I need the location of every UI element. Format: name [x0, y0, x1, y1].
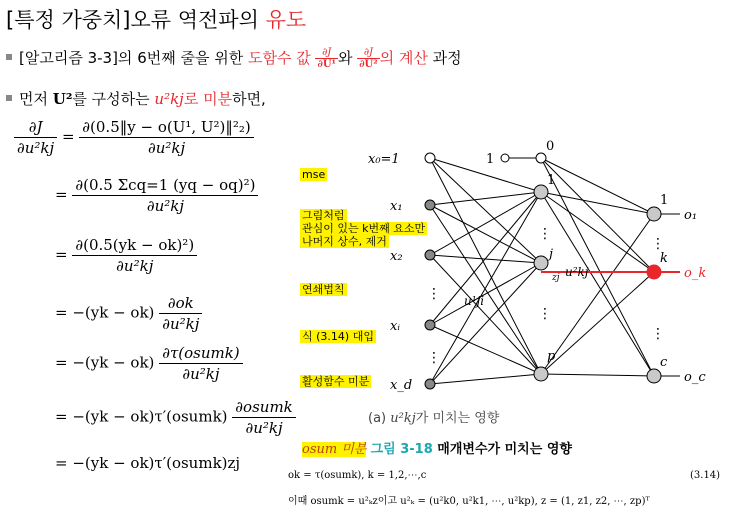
hidden-node: [534, 367, 548, 381]
annotation-chain-rule: 연쇄법칙: [302, 283, 345, 296]
equation-3-14: ok = τ(osumk), k = 1,2,⋯,c: [288, 470, 427, 481]
network-diagram: [360, 140, 710, 400]
equation-number: (3.14): [690, 470, 721, 481]
output-label: o₁: [684, 208, 698, 223]
bullet-2: 먼저 U²를 구성하는 u²kj로 미분하면,: [6, 88, 266, 109]
figure-caption: osum 미분 그림 3-18 매개변수가 미치는 영향: [302, 442, 572, 457]
hidden-node: [534, 256, 548, 270]
annotation-substitute: 식 (3.14) 대입: [302, 330, 374, 343]
equation-line-1: $\frac{\partial J}{\text{∂u²kj}}$ = $\frac{\text{∂(0.5‖y − o(U¹, U²)‖²₂)}}{\text{∂u²kj}}$: [14, 118, 254, 157]
input-label: x₂: [390, 249, 403, 264]
hidden-node: [534, 185, 548, 199]
svg-text:⋮: ⋮: [538, 226, 552, 242]
input-node: [425, 320, 435, 330]
frac-dJ-dU2: $\frac{\partial J}{\text{∂U²}}$: [359, 47, 378, 70]
output-label: o_c: [684, 370, 706, 385]
bullet-marker: [6, 95, 12, 101]
equation-line-7: = −(yk − ok)τ′(osumk)zj: [55, 454, 241, 472]
equation-line-5: = −(yk − ok) $\frac{\text{∂τ(osumk)}}{\text{∂u²kj}}$: [55, 344, 243, 383]
input-label: x₀=1: [368, 152, 400, 167]
output-node-label: c: [660, 355, 668, 370]
input-node: [425, 250, 435, 260]
osum-highlight: osum 미분: [302, 442, 367, 457]
equation-line-6: = −(yk − ok)τ′(osumk) $\frac{\text{∂osumk}}{\text{∂u²kj}}$: [55, 398, 296, 437]
output-node-highlight: [647, 265, 661, 279]
equation-line-4: = −(yk − ok) $\frac{\partial ok}{\text{∂u²kj}}$: [55, 294, 202, 333]
output-node-label: 1: [660, 193, 669, 208]
hidden-nodes: [534, 153, 548, 381]
input-label: xᵢ: [390, 319, 400, 334]
output-nodes: [647, 207, 661, 383]
equation-where-clause: 이때 osumk = u²ₖz이고 u²ₖ = (u²k0, u²k1, ⋯, u²kp), z = (1, z1, z2, ⋯, zp)ᵀ: [288, 496, 650, 507]
equation-line-3: = $\frac{\text{∂(0.5(yk − ok)²)}}{\text{∂u²kj}}$: [55, 236, 197, 275]
svg-text:⋮: ⋮: [427, 286, 441, 302]
bullet-marker: [6, 54, 12, 60]
weight-label-u1: u¹ji: [464, 294, 485, 308]
annotation-activation-derivative: 활성함수 미분: [302, 375, 370, 388]
svg-text:⋮: ⋮: [427, 350, 441, 366]
input-label: x_d: [390, 378, 413, 393]
input-label: x₁: [390, 199, 403, 214]
hidden-label: 0: [546, 140, 555, 154]
z-label: zj: [552, 273, 560, 283]
annotation-mse: mse: [302, 168, 326, 181]
annotation-pick-1: 그림처럼: [302, 209, 345, 222]
output-node-label: k: [660, 251, 668, 266]
equation-line-2: = $\frac{\text{∂(0.5 Σcq=1 (yq − oq)²)}}{\text{∂u²kj}}$: [55, 176, 258, 215]
hidden-node: [536, 153, 546, 163]
subfigure-caption: (a) u²kj가 미치는 영향: [368, 411, 500, 426]
hidden-label: 1: [547, 173, 556, 188]
hidden-label: j: [549, 247, 554, 262]
bias-node: [501, 154, 509, 162]
annotation-pick-3: 나머지 상수, 제거: [302, 235, 387, 248]
annotation-pick-2: 관심이 있는 k번째 요소만: [302, 222, 426, 235]
title-text: [특정 가중치]오류 역전파의: [6, 8, 266, 32]
bullet-1: [알고리즘 3-3]의 6번째 줄을 위한 도함수 값 $\frac{\partial J}{\text{∂U¹}}$ 와 $\frac{\partial J}{\text{∂U²}}$ 의 계산 과정: [6, 47, 462, 70]
svg-text:⋮: ⋮: [651, 236, 665, 252]
title-highlight: 유도: [265, 8, 307, 32]
output-node: [647, 207, 661, 221]
bias-label: 1: [486, 152, 495, 167]
frac-dJ-dU1: $\frac{\partial J}{\text{∂U¹}}$: [317, 47, 336, 70]
weight-label-u2: u²kj: [565, 265, 589, 279]
input-node: [425, 379, 435, 389]
input-node: [425, 200, 435, 210]
svg-text:⋮: ⋮: [538, 306, 552, 322]
output-label-highlight: o_k: [684, 266, 707, 281]
input-node: [425, 153, 435, 163]
output-node: [647, 369, 661, 383]
svg-text:⋮: ⋮: [651, 326, 665, 342]
hidden-label: p: [547, 349, 556, 364]
slide-title: [6, 4, 306, 34]
